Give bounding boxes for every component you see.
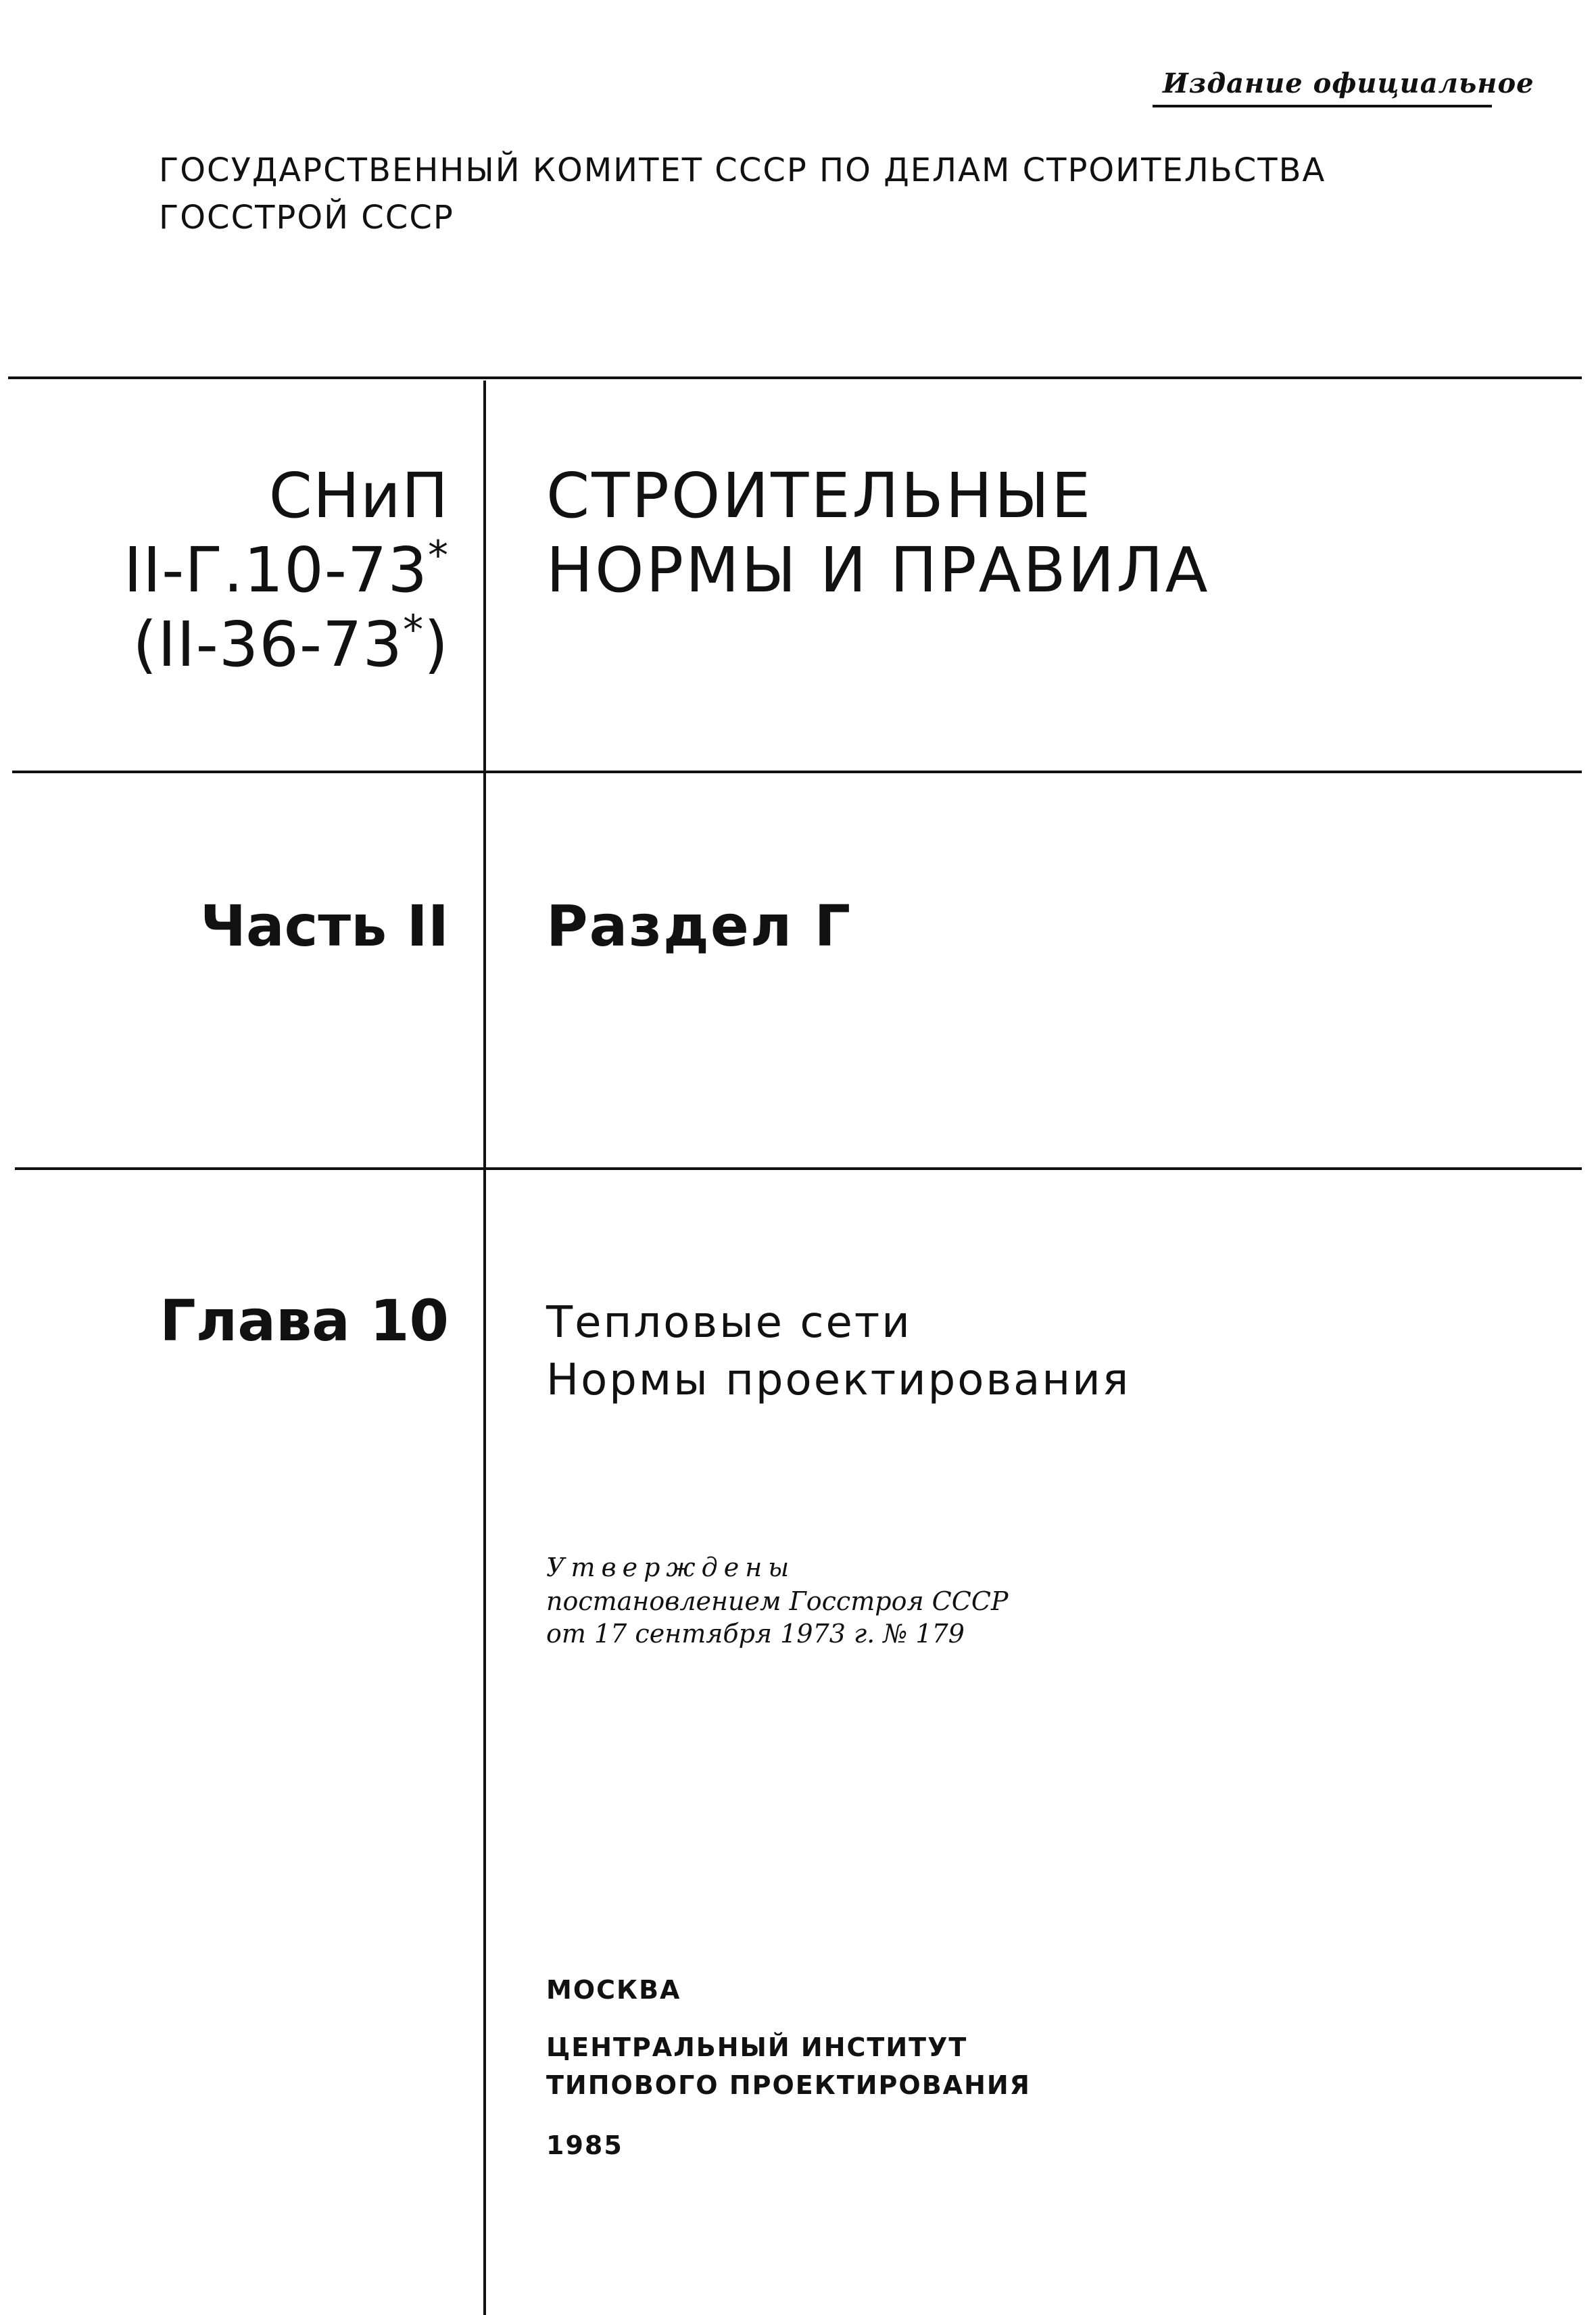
- divider-top: [8, 376, 1582, 379]
- publication-city: МОСКВА: [546, 1975, 681, 2005]
- doc-code-asterisk: *: [428, 532, 449, 579]
- doc-code-alt-asterisk: *: [403, 606, 425, 654]
- chapter-title-line1: Тепловые сети: [546, 1298, 912, 1348]
- divider-middle: [12, 771, 1582, 773]
- publisher-line1: ЦЕНТРАЛЬНЫЙ ИНСТИТУТ: [546, 2032, 968, 2062]
- publication-year: 1985: [546, 2130, 623, 2160]
- doc-code-number: II-Г.10-73: [123, 534, 428, 606]
- edition-underline: [1153, 105, 1492, 107]
- doc-code-line3: [132, 606, 449, 681]
- doc-title-line1: СТРОИТЕЛЬНЫЕ: [546, 460, 1093, 532]
- column-divider: [483, 381, 486, 2315]
- part-label: Часть II: [200, 893, 449, 959]
- doc-code-line1: СНиП: [268, 460, 449, 532]
- chapter-label: Глава 10: [160, 1288, 449, 1354]
- publisher-line2: ТИПОВОГО ПРОЕКТИРОВАНИЯ: [546, 2070, 1031, 2100]
- chapter-title-line2: Нормы проектирования: [546, 1355, 1131, 1405]
- committee-name: ГОСУДАРСТВЕННЫЙ КОМИТЕТ СССР ПО ДЕЛАМ СТРОИТЕЛЬСТВА: [159, 151, 1326, 189]
- doc-title-line2: НОРМЫ И ПРАВИЛА: [546, 534, 1210, 606]
- approval-line2: постановлением Госстроя СССР: [546, 1586, 1009, 1616]
- committee-abbreviation: ГОССТРОЙ СССР: [159, 199, 454, 237]
- doc-code-alt-close: ): [424, 608, 449, 681]
- edition-label: Издание официальное: [1163, 68, 1534, 99]
- doc-code-alt-number: (II-36-73: [132, 608, 404, 681]
- approval-line3: от 17 сентября 1973 г. № 179: [546, 1619, 965, 1649]
- divider-lower: [15, 1167, 1582, 1170]
- doc-code-line2: [123, 532, 449, 606]
- approval-line1: Утверждены: [546, 1553, 796, 1582]
- section-label: Раздел Г: [546, 893, 852, 959]
